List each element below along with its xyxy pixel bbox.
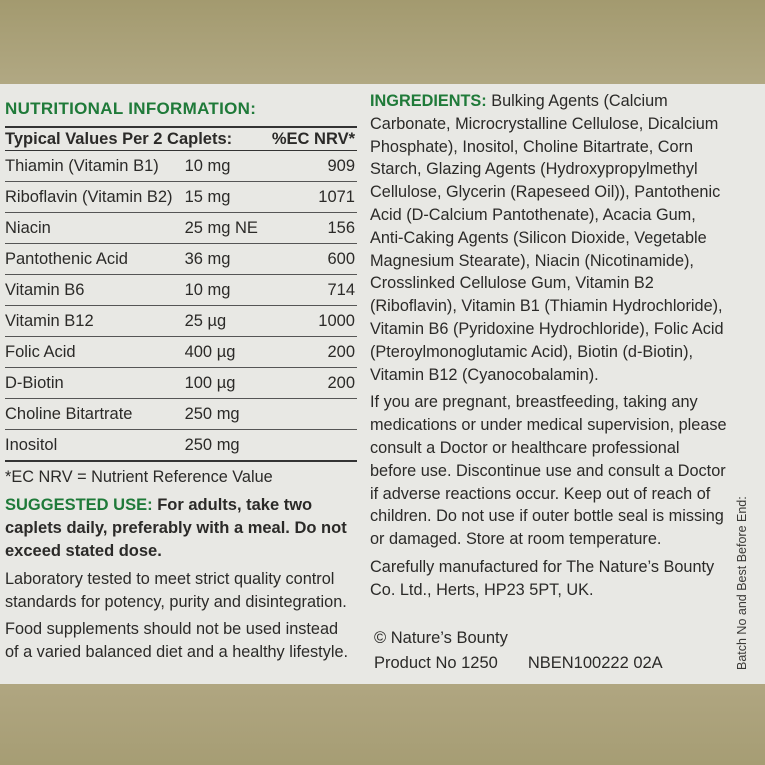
top-bottle-band (0, 0, 765, 84)
nutrition-row (5, 306, 357, 337)
suggested-use (5, 494, 355, 563)
ingredients (370, 90, 730, 386)
nutrition-row (5, 151, 357, 182)
product-code: NBEN100222 02A (527, 654, 663, 672)
manufacturer-text: Carefully manufactured for The Nature’s Bounty Co. Ltd., Herts, HP23 5PT, UK. (370, 557, 715, 599)
nutrition-row (5, 244, 357, 275)
warning-text: If you are pregnant, breastfeeding, taking any medications or under medical supervision, please consult a Doctor or healthcare professional before use. Discontinue use and consult a Doctor if adverse reactions occur. Keep out of reach of children. Do not use if outer bottle seal is missing or damaged. Store at room temperature. (370, 393, 727, 549)
bottom-bottle-band (0, 684, 765, 765)
nutrient-amount: 100 µg (185, 368, 272, 399)
ingredients-heading: INGREDIENTS: (370, 92, 487, 110)
nutrient-name: Folic Acid (5, 337, 185, 368)
nutrient-nrv: 1000 (272, 306, 357, 337)
batch-label: Batch No and Best Before End: (735, 496, 749, 670)
nutrient-nrv: 200 (272, 337, 357, 368)
left-column (5, 98, 355, 664)
nutrient-name: Pantothenic Acid (5, 244, 185, 275)
nutrient-amount: 15 mg (185, 182, 272, 213)
product-line (374, 651, 693, 676)
nutrient-name: Thiamin (Vitamin B1) (5, 151, 185, 182)
nutrient-name: Riboflavin (Vitamin B2) (5, 182, 185, 213)
nutrient-amount: 400 µg (185, 337, 272, 368)
nrv-header: %EC NRV* (272, 127, 357, 151)
nutrient-name: Niacin (5, 213, 185, 244)
product-label (0, 84, 765, 684)
nutrient-name: Choline Bitartrate (5, 399, 185, 430)
nutrition-row (5, 182, 357, 213)
nutrient-name: Inositol (5, 430, 185, 462)
nutrient-amount: 250 mg (185, 430, 272, 462)
suggested-use-text: For adults, take two caplets daily, preferably with a meal. Do not exceed stated dose. (5, 495, 347, 560)
nutrient-nrv (272, 399, 357, 430)
nutrient-nrv (272, 430, 357, 462)
nutrition-row (5, 213, 357, 244)
nutrient-amount: 10 mg (185, 275, 272, 306)
nutrition-row (5, 337, 357, 368)
nrv-footnote: *EC NRV = Nutrient Reference Value (5, 468, 273, 486)
nutrient-name: Vitamin B12 (5, 306, 185, 337)
nutrient-amount: 25 mg NE (185, 213, 272, 244)
nutrient-nrv: 200 (272, 368, 357, 399)
nutrition-heading: NUTRITIONAL INFORMATION: (5, 99, 257, 118)
product-number: Product No 1250 (374, 654, 498, 672)
food-supplement-note: Food supplements should not be used instead of a varied balanced diet and a healthy lifestyle. (5, 620, 349, 662)
nutrient-nrv: 600 (272, 244, 357, 275)
nutrition-row (5, 399, 357, 430)
nutrient-amount: 10 mg (185, 151, 272, 182)
nutrient-nrv: 1071 (272, 182, 357, 213)
suggested-use-heading: SUGGESTED USE: (5, 495, 153, 514)
nutrition-row (5, 368, 357, 399)
ingredients-text: Bulking Agents (Calcium Carbonate, Microcrystalline Cellulose, Dicalcium Phosphate), Inositol, Choline Bitartrate, Corn Starch, Glazing Agents (Hydroxypropylmethyl Cellulose, Glycerin (Rapeseed Oil)), Pantothenic Acid (D-Calcium Pantothenate), Acacia Gum, Anti-Caking Agents (Silicon Dioxide, Vegetable Magnesium Stearate), Niacin (Nicotinamide), Crosslinked Cellulose Gum, Vitamin B2 (Riboflavin), Vitamin B1 (Thiamin Hydrochloride), Vitamin B6 (Pyridoxine Hydrochloride), Folic Acid (Pteroylmonoglutamic Acid), Biotin (d-Biotin), Vitamin B12 (Cyanocobalamin). (370, 92, 724, 384)
nutrient-amount: 250 mg (185, 399, 272, 430)
nutrient-name: D-Biotin (5, 368, 185, 399)
nutrient-nrv: 156 (272, 213, 357, 244)
right-column (370, 90, 730, 602)
lab-tested-text: Laboratory tested to meet strict quality control standards for potency, purity and disintegration. (5, 569, 347, 611)
label-footer (374, 626, 693, 676)
copyright: © Nature’s Bounty (374, 629, 508, 647)
nutrient-name: Vitamin B6 (5, 275, 185, 306)
nutrient-amount: 36 mg (185, 244, 272, 275)
nutrition-table-header (5, 127, 357, 151)
nutrition-table (5, 126, 357, 462)
nutrient-amount: 25 µg (185, 306, 272, 337)
nutrient-nrv: 909 (272, 151, 357, 182)
nutrition-row (5, 275, 357, 306)
nutrition-row (5, 430, 357, 462)
typical-values-header: Typical Values Per 2 Caplets: (5, 127, 272, 151)
nutrient-nrv: 714 (272, 275, 357, 306)
